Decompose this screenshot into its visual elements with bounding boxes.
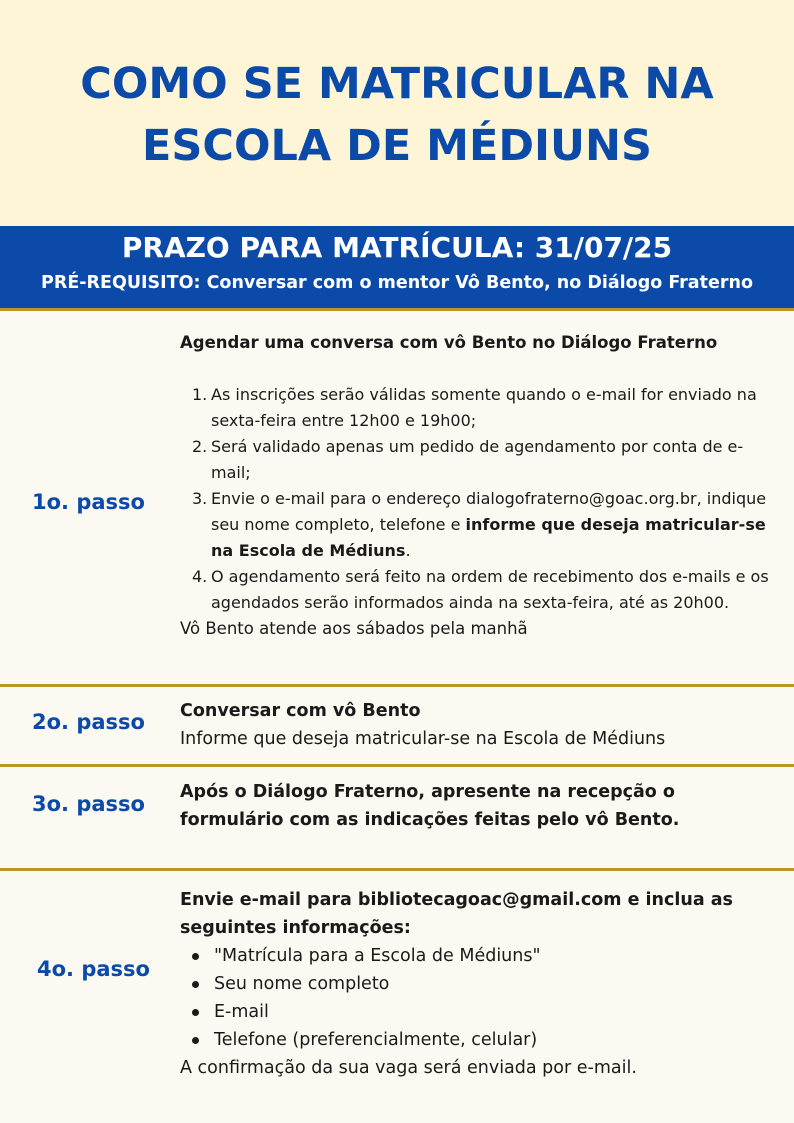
- list-item-text: O agendamento será feito na ordem de recebimento dos e-mails e os agendados serão informados ainda na sexta-feira, até as 20h00.: [211, 567, 769, 612]
- page-title: [80, 53, 713, 177]
- divider: [0, 308, 794, 311]
- list-item: [180, 942, 780, 970]
- list-item-bold-text: informe que deseja matricular-se na Escola de Médiuns: [211, 515, 766, 560]
- list-item: [180, 486, 780, 564]
- list-item: [180, 1026, 780, 1054]
- bullet-icon: [192, 1037, 199, 1044]
- step-4-label: 4o. passo: [37, 957, 150, 981]
- list-number: 1.: [192, 385, 208, 404]
- step-4-heading: Envie e-mail para bibliotecagoac@gmail.com e inclua as seguintes informações:: [180, 890, 733, 938]
- list-item: [180, 998, 780, 1026]
- list-item: [180, 970, 780, 998]
- list-number: 4.: [192, 567, 208, 586]
- bullet-icon: [192, 981, 199, 988]
- step-1-list: [180, 382, 780, 616]
- list-item: [180, 564, 780, 616]
- list-item-text: "Matrícula para a Escola de Médiuns": [214, 946, 541, 966]
- divider: [0, 868, 794, 871]
- list-item-text: Seu nome completo: [214, 974, 390, 994]
- divider: [0, 764, 794, 767]
- step-4-list: [180, 942, 780, 1054]
- step-1-label: 1o. passo: [32, 490, 145, 514]
- list-item: [180, 434, 780, 486]
- step-2-text: Informe que deseja matricular-se na Escola de Médiuns: [180, 729, 666, 749]
- step-2-heading: Conversar com vô Bento: [180, 701, 421, 721]
- title-line-2: ESCOLA DE MÉDIUNS: [142, 121, 652, 171]
- page-header: [0, 0, 794, 226]
- step-2-content: [180, 697, 780, 753]
- step-3-content: [180, 778, 740, 834]
- prerequisite-text: PRÉ-REQUISITO: Conversar com o mentor Vô Bento, no Diálogo Fraterno: [41, 273, 753, 293]
- step-2-label: 2o. passo: [32, 710, 145, 734]
- step-3-label: 3o. passo: [32, 792, 145, 816]
- step-1-heading: Agendar uma conversa com vô Bento no Diálogo Fraterno: [180, 333, 718, 352]
- step-1-content: [180, 330, 780, 642]
- list-item-text: As inscrições serão válidas somente quando o e-mail for enviado na sexta-feira entre 12h00 e 19h00;: [211, 385, 757, 430]
- list-item-text: E-mail: [214, 1002, 269, 1022]
- step-3-heading: Após o Diálogo Fraterno, apresente na recepção o formulário com as indicações feitas pelo vô Bento.: [180, 782, 680, 830]
- title-line-1: COMO SE MATRICULAR NA: [80, 59, 714, 109]
- list-item-text-end: .: [405, 541, 411, 560]
- deadline-banner: [0, 226, 794, 308]
- bullet-icon: [192, 953, 199, 960]
- step-4-footer: A confirmação da sua vaga será enviada por e-mail.: [180, 1058, 637, 1078]
- list-item-text: Será validado apenas um pedido de agendamento por conta de e-mail;: [211, 437, 744, 482]
- list-number: 2.: [192, 437, 208, 456]
- list-item-text: Envie o e-mail para o endereço dialogofraterno@goac.org.br, indique seu nome completo, telefone e: [211, 489, 767, 534]
- step-4-content: [180, 886, 780, 1082]
- deadline-text: PRAZO PARA MATRÍCULA: 31/07/25: [121, 231, 673, 264]
- divider: [0, 684, 794, 687]
- list-number: 3.: [192, 489, 208, 508]
- step-1-footer: Vô Bento atende aos sábados pela manhã: [180, 619, 528, 638]
- list-item: [180, 382, 780, 434]
- bullet-icon: [192, 1009, 199, 1016]
- list-item-text: Telefone (preferencialmente, celular): [214, 1030, 538, 1050]
